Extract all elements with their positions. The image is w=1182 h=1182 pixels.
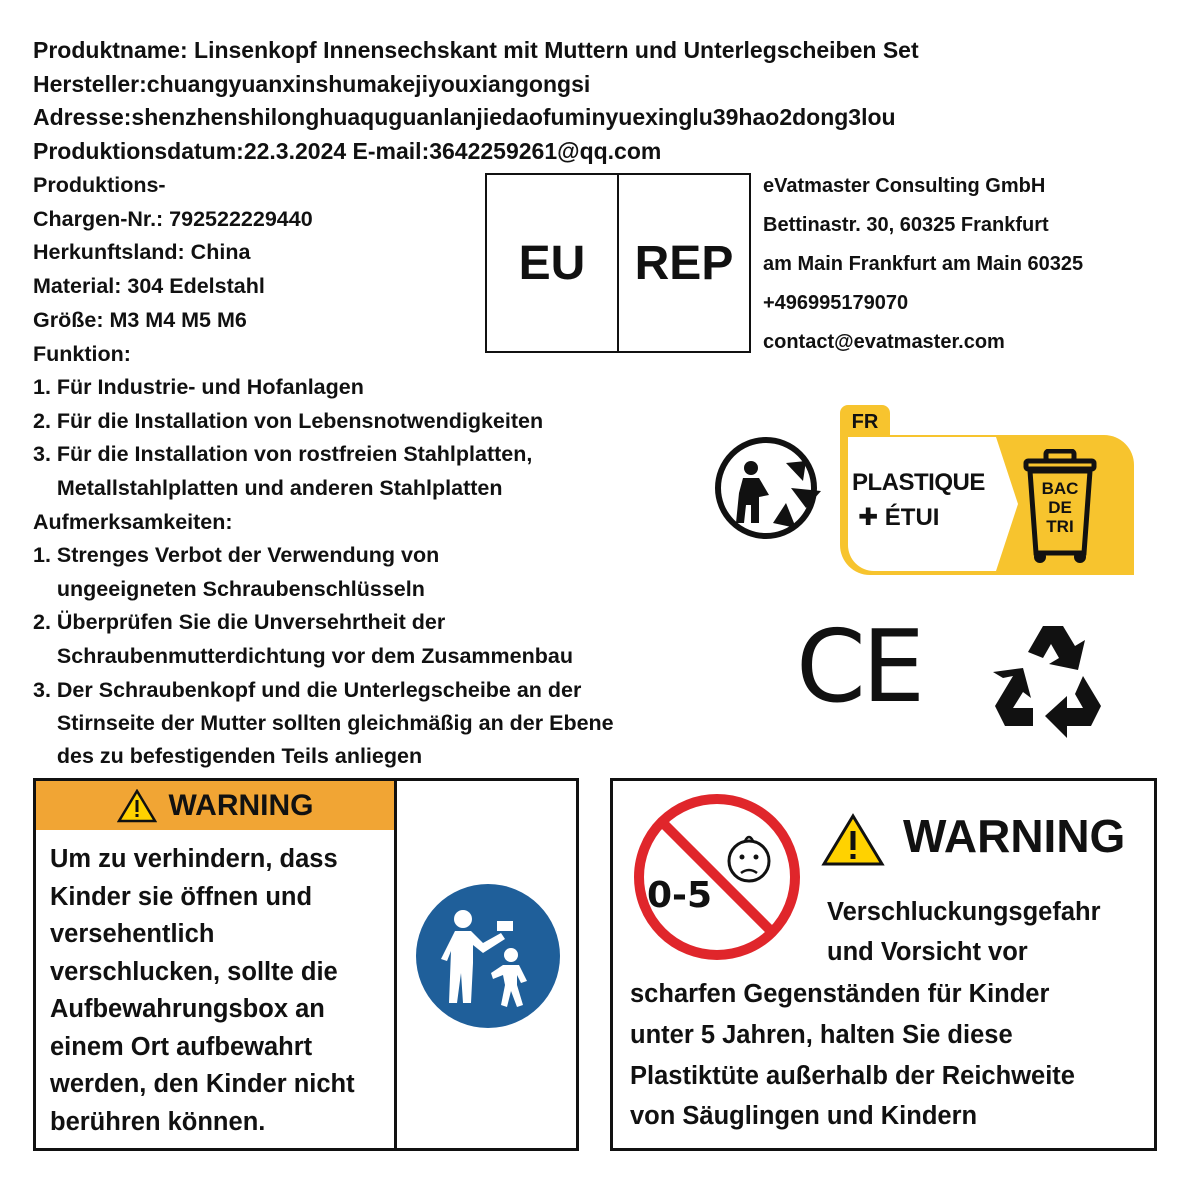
divider [394, 781, 397, 1148]
attention-item-cont: des zu befestigenden Teils anliegen [33, 744, 423, 768]
warning-box-left [33, 778, 579, 1151]
eu-rep-box [485, 173, 751, 353]
warning-title-left: WARNING [168, 788, 314, 822]
warning-line: von Säuglingen und Kindern [630, 1102, 978, 1130]
warning-title-right: WARNING [903, 810, 1126, 862]
function-item-cont: Metallstahlplatten und anderen Stahlplatten [33, 476, 503, 500]
etui-label: ✚ ÉTUI [858, 504, 940, 531]
production-date-email: Produktionsdatum:22.3.2024 E-mail:3642259261@qq.com [33, 138, 662, 164]
ce-mark: CE [796, 608, 922, 725]
plus-icon: ✚ [858, 504, 885, 531]
function-item: 2. Für die Installation von Lebensnotwendigkeiten [33, 409, 544, 433]
plastique-label: PLASTIQUE [852, 469, 985, 496]
rep-email: contact@evatmaster.com [763, 331, 1005, 353]
bac-de-tri: BAC DE TRI [1041, 479, 1079, 536]
country-badge: FR [840, 405, 890, 439]
attention-item: 2. Überprüfen Sie die Unversehrtheit der [33, 610, 446, 634]
info-tri-block [840, 405, 1134, 575]
warning-line: Verschluckungsgefahr [827, 898, 1101, 926]
warning-line: Plastiktüte außerhalb der Reichweite [630, 1062, 1075, 1090]
caution-icon [821, 813, 885, 867]
function-item: 3. Für die Installation von rostfreien Stahlplatten, [33, 442, 533, 466]
rep-city: am Main Frankfurt am Main 60325 [763, 253, 1084, 275]
function-item: 1. Für Industrie- und Hofanlagen [33, 375, 364, 399]
manufacturer: Hersteller:chuangyuanxinshumakejiyouxiangongsi [33, 71, 591, 97]
attention-heading: Aufmerksamkeiten: [33, 510, 233, 534]
rep-company: eVatmaster Consulting GmbH [763, 175, 1046, 197]
warning-line: scharfen Gegenständen für Kinder [630, 980, 1050, 1008]
product-name: Produktname: Linsenkopf Innensechskant mit Muttern und Unterlegscheiben Set [33, 37, 919, 63]
attention-item: 1. Strenges Verbot der Verwendung von [33, 543, 440, 567]
warning-line: und Vorsicht vor [827, 938, 1028, 966]
rep-label: REP [634, 236, 734, 290]
triman-arrow [990, 437, 1020, 571]
batch-number: Chargen-Nr.: 792522229440 [33, 207, 313, 231]
batch-label: Produktions- [33, 173, 166, 197]
caution-icon [117, 789, 157, 823]
child-supervision-icon [413, 881, 563, 1031]
triman-icon [711, 433, 831, 543]
rep-phone: +496995179070 [763, 292, 909, 314]
function-heading: Funktion: [33, 342, 131, 366]
attention-item-cont: Stirnseite der Mutter sollten gleichmäßig an der Ebene [33, 711, 614, 735]
attention-item-cont: Schraubenmutterdichtung vor dem Zusammenbau [33, 644, 573, 668]
age-label: 0-5 [647, 875, 713, 916]
size: Größe: M3 M4 M5 M6 [33, 308, 247, 332]
recycle-icon [983, 612, 1123, 740]
attention-item-cont: ungeeigneten Schraubenschlüsseln [33, 577, 425, 601]
rep-street: Bettinastr. 30, 60325 Frankfurt [763, 214, 1049, 236]
attention-item: 3. Der Schraubenkopf und die Unterlegscheibe an der [33, 678, 582, 702]
warning-text-left: Um zu verhindern, dass Kinder sie öffnen und versehentlich verschlucken, sollte die Aufbewahrungsbox an einem Ort aufbewahrt werden, den Kinder nicht berühren können. [50, 845, 355, 1136]
warning-line: unter 5 Jahren, halten Sie diese [630, 1021, 1013, 1049]
warning-header-left [36, 781, 394, 830]
material: Material: 304 Edelstahl [33, 274, 265, 298]
eu-label: EU [487, 175, 619, 351]
origin-country: Herkunftsland: China [33, 240, 251, 264]
address: Adresse:shenzhenshilonghuaquguanlanjiedaofuminyuexinglu39hao2dong3lou [33, 104, 896, 130]
warning-box-right [610, 778, 1157, 1151]
